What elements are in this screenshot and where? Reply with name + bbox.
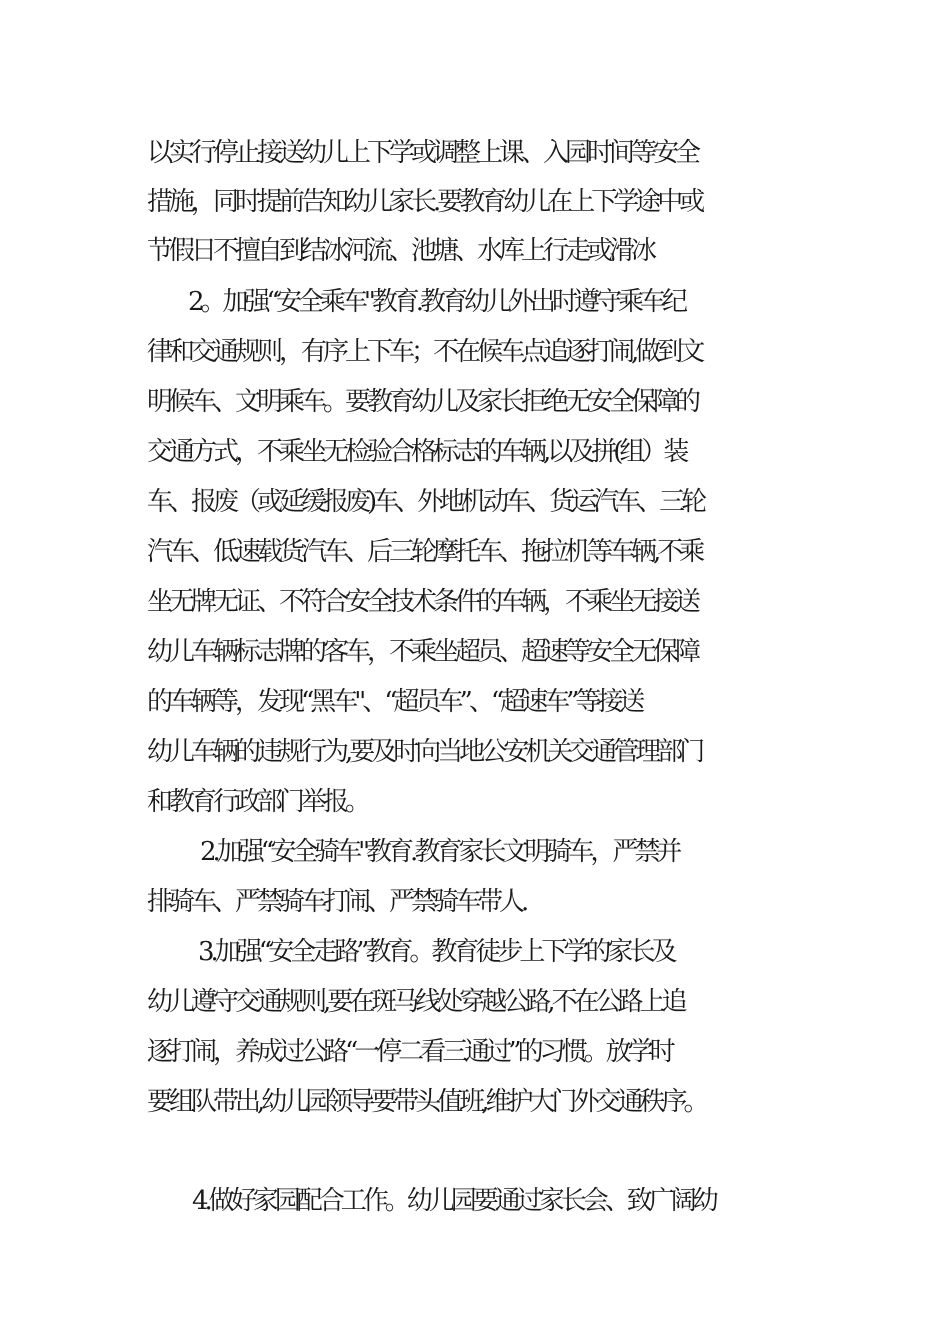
text-line: 交通方式，不乘坐无检验合格标志的车辆,以及拼(组）装 [147, 437, 686, 467]
text-line: 3.加强“安全走路”教育。教育徒步上下学的家长及 [198, 937, 674, 967]
text-line: 节假日不擅自到结冰河流、池塘、水库上行走或滑冰 [147, 236, 654, 266]
text-line: 和教育行政部门举报。 [147, 787, 368, 817]
text-line: 逐打闹，养成过公路“一停二看三通过”的习惯。放学时 [147, 1037, 672, 1067]
text-line: 坐无牌无证、不符合安全技术条件的车辆，不乘坐无接送 [147, 587, 698, 617]
text-line: 车、报废（或延缓报废)车、外地机动车、货运汽车、三轮 [147, 487, 704, 517]
text-line: 律和交通规则，有序上下车；不在候车点追逐打闹,做到文 [147, 337, 702, 367]
text-line: 以实行停止接送幼儿上下学或调整上课、入园时间等安全 [147, 138, 698, 168]
text-line: 幼儿遵守交通规则,要在斑马线处穿越公路,不在公路上追 [147, 987, 684, 1017]
text-line: 2.加强“安全骑车"教育.教育家长文明骑车，严禁并 [200, 837, 679, 867]
text-line: 2。加强“安全乘车"教育.教育幼儿外出时遵守乘车纪 [188, 287, 685, 317]
text-line: 4.做好家园配合工作。幼儿园要通过家长会、致广阔幼 [192, 1186, 715, 1216]
text-line: 汽车、低速载货汽车、后三轮摩托车、拖拉机等车辆,不乘 [147, 537, 702, 567]
text-line: 要组队带出,幼儿园领导要带头值班,维护大门外交通秩序。 [147, 1087, 706, 1117]
text-line: 排骑车、严禁骑车打闹、严禁骑车带人. [147, 887, 526, 917]
text-line: 幼儿车辆的违规行为,要及时向当地公安机关交通管理部门 [147, 737, 702, 767]
text-line: 明候车、文明乘车。要教育幼儿及家长拒绝无安全保障的 [147, 387, 698, 417]
text-line: 措施，同时提前告知幼儿家长.要教育幼儿在上下学途中或 [147, 187, 702, 217]
text-line: 的车辆等，发现“黑车"、“超员车”、“超速车”等接送 [147, 687, 642, 717]
text-line: 幼儿车辆标志牌的客车，不乘坐超员、超速等安全无保障 [147, 637, 698, 667]
